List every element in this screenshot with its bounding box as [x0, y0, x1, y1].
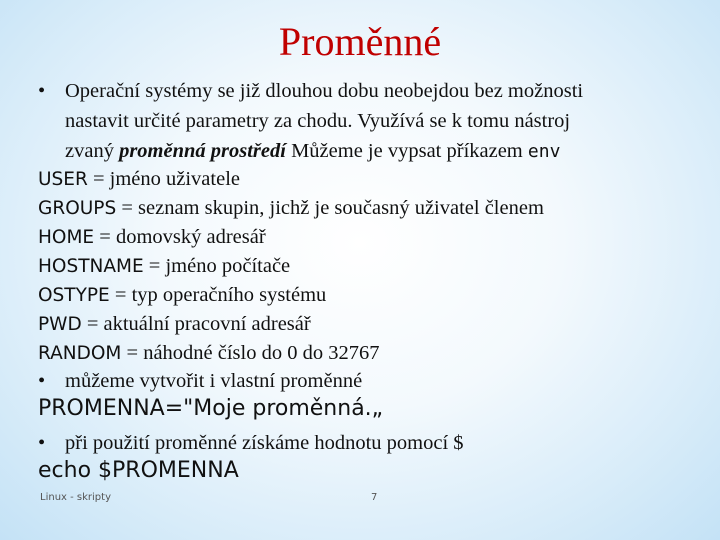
- variable-name: RANDOM: [38, 343, 122, 364]
- bullet-dot: •: [38, 80, 46, 102]
- variable-line-random: [38, 338, 379, 369]
- intro-term: proměnná prostředí: [119, 140, 286, 162]
- bullet-dot: •: [38, 432, 46, 454]
- custom-text: můžeme vytvořit i vlastní proměnné: [65, 370, 363, 392]
- variable-sep: =: [143, 255, 166, 277]
- intro-bullet-line-1: [38, 76, 583, 106]
- variable-sep: =: [121, 342, 144, 364]
- variable-line-user: [38, 164, 240, 195]
- variable-line-ostype: [38, 280, 326, 311]
- page-number: 7: [371, 492, 378, 503]
- intro-command: env: [527, 141, 561, 162]
- variable-desc: aktuální pracovní adresář: [103, 313, 311, 335]
- variable-sep: =: [81, 313, 104, 335]
- variable-line-home: [38, 222, 266, 253]
- variable-name: HOSTNAME: [38, 256, 144, 277]
- intro-text-3-post: Můžeme je vypsat příkazem: [285, 140, 528, 162]
- intro-text-1: Operační systémy se již dlouhou dobu neobejdou bez možnosti: [65, 80, 584, 102]
- variable-desc: seznam skupin, jichž je současný uživatel členem: [138, 197, 544, 219]
- variable-desc: náhodné číslo do 0 do 32767: [143, 342, 380, 364]
- variable-line-pwd: [38, 309, 311, 340]
- bullet-dot: •: [38, 370, 46, 392]
- variable-name: GROUPS: [38, 198, 117, 219]
- usage-text: při použití proměnné získáme hodnotu pomocí $: [65, 432, 464, 454]
- variable-desc: jméno počítače: [165, 255, 291, 277]
- variable-sep: =: [94, 226, 116, 248]
- variable-desc: jméno uživatele: [109, 168, 240, 190]
- variable-sep: =: [87, 168, 110, 190]
- variable-name: HOME: [38, 227, 95, 248]
- variable-line-hostname: [38, 251, 290, 282]
- variable-desc: domovský adresář: [115, 226, 266, 248]
- custom-code: PROMENNA="Moje proměnná.„: [38, 396, 384, 421]
- variable-sep: =: [109, 284, 132, 306]
- footer-label: Linux - skripty: [40, 492, 111, 503]
- intro-text-3-pre: zvaný: [65, 140, 120, 162]
- intro-text-2: nastavit určité parametry za chodu. Využívá se k tomu nástroj: [65, 110, 571, 132]
- slide-title: Proměnné: [278, 19, 442, 64]
- variable-name: OSTYPE: [38, 285, 110, 306]
- usage-bullet-line: [38, 428, 464, 458]
- custom-bullet-line: [38, 366, 362, 396]
- intro-text-3: [65, 136, 560, 167]
- variable-sep: =: [116, 197, 139, 219]
- usage-code: echo $PROMENNA: [38, 458, 239, 483]
- variable-name: USER: [38, 169, 88, 190]
- variable-line-groups: [38, 193, 544, 224]
- variable-name: PWD: [38, 314, 82, 335]
- variable-desc: typ operačního systému: [131, 284, 327, 306]
